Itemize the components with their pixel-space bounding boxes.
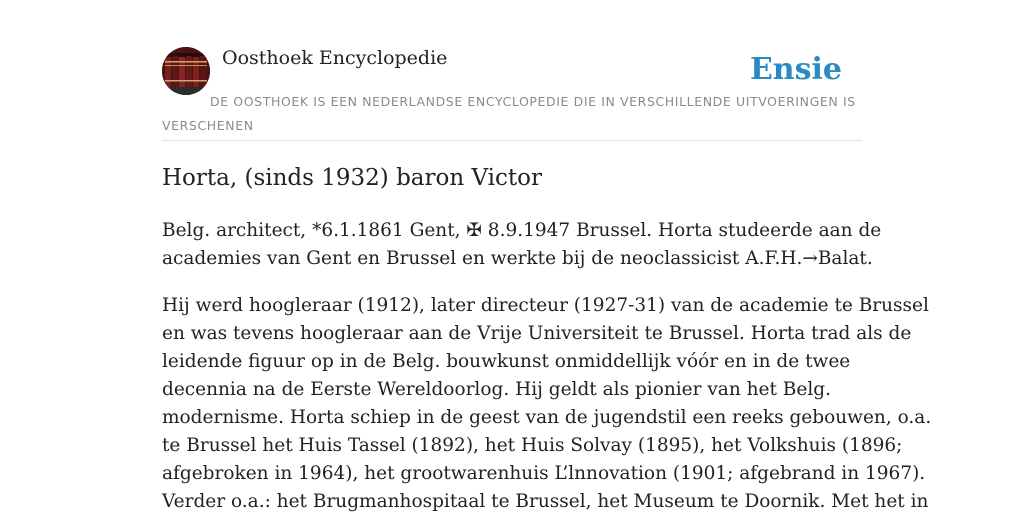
article-title: Horta, (sinds 1932) baron Victor bbox=[162, 165, 543, 191]
paragraph-line: modernisme. Horta schiep in de geest van de jugendstil een reeks gebouwen, o.a. bbox=[162, 407, 932, 428]
source-name-link[interactable]: Oosthoek Encyclopedie bbox=[222, 47, 448, 69]
paragraph-line: leidende figuur op in de Belg. bouwkunst onmiddellijk vóór en in de twee bbox=[162, 351, 851, 372]
article-content bbox=[162, 160, 932, 512]
article-paragraph bbox=[162, 217, 882, 273]
paragraph-line: Belg. architect, *6.1.1861 Gent, ✠ 8.9.1947 Brussel. Horta studeerde aan de bbox=[162, 220, 882, 241]
paragraph-line: Verder o.a.: het Brugmanhospitaal te Brussel, het Museum te Doornik. Met het in bbox=[162, 491, 929, 512]
encyclopedia-books-icon[interactable] bbox=[162, 47, 210, 95]
paragraph-line: en was tevens hoogleraar aan de Vrije Universiteit te Brussel. Horta trad als de bbox=[162, 323, 912, 344]
source-tagline: DE OOSTHOEK IS EEN NEDERLANDSE ENCYCLOPEDIE DIE IN VERSCHILLENDE UITVOERINGEN IS VERSCHENEN bbox=[162, 94, 856, 133]
paragraph-line: te Brussel het Huis Tassel (1892), het Huis Solvay (1895), het Volkshuis (1896; bbox=[162, 435, 903, 456]
article-paragraph bbox=[162, 292, 932, 512]
paragraph-line: afgebroken in 1964), het grootwarenhuis L’lnnovation (1901; afgebrand in 1967). bbox=[162, 463, 926, 484]
paragraph-line: Hij werd hoogleraar (1912), later directeur (1927-31) van de academie te Brussel bbox=[162, 295, 929, 316]
brand-logo[interactable]: Ensie bbox=[749, 52, 842, 87]
paragraph-line: academies van Gent en Brussel en werkte bij de neoclassicist A.F.H.→Balat. bbox=[162, 248, 873, 269]
page-header bbox=[162, 46, 862, 141]
paragraph-line: decennia na de Eerste Wereldoorlog. Hij geldt als pionier van het Belg. bbox=[162, 379, 831, 400]
